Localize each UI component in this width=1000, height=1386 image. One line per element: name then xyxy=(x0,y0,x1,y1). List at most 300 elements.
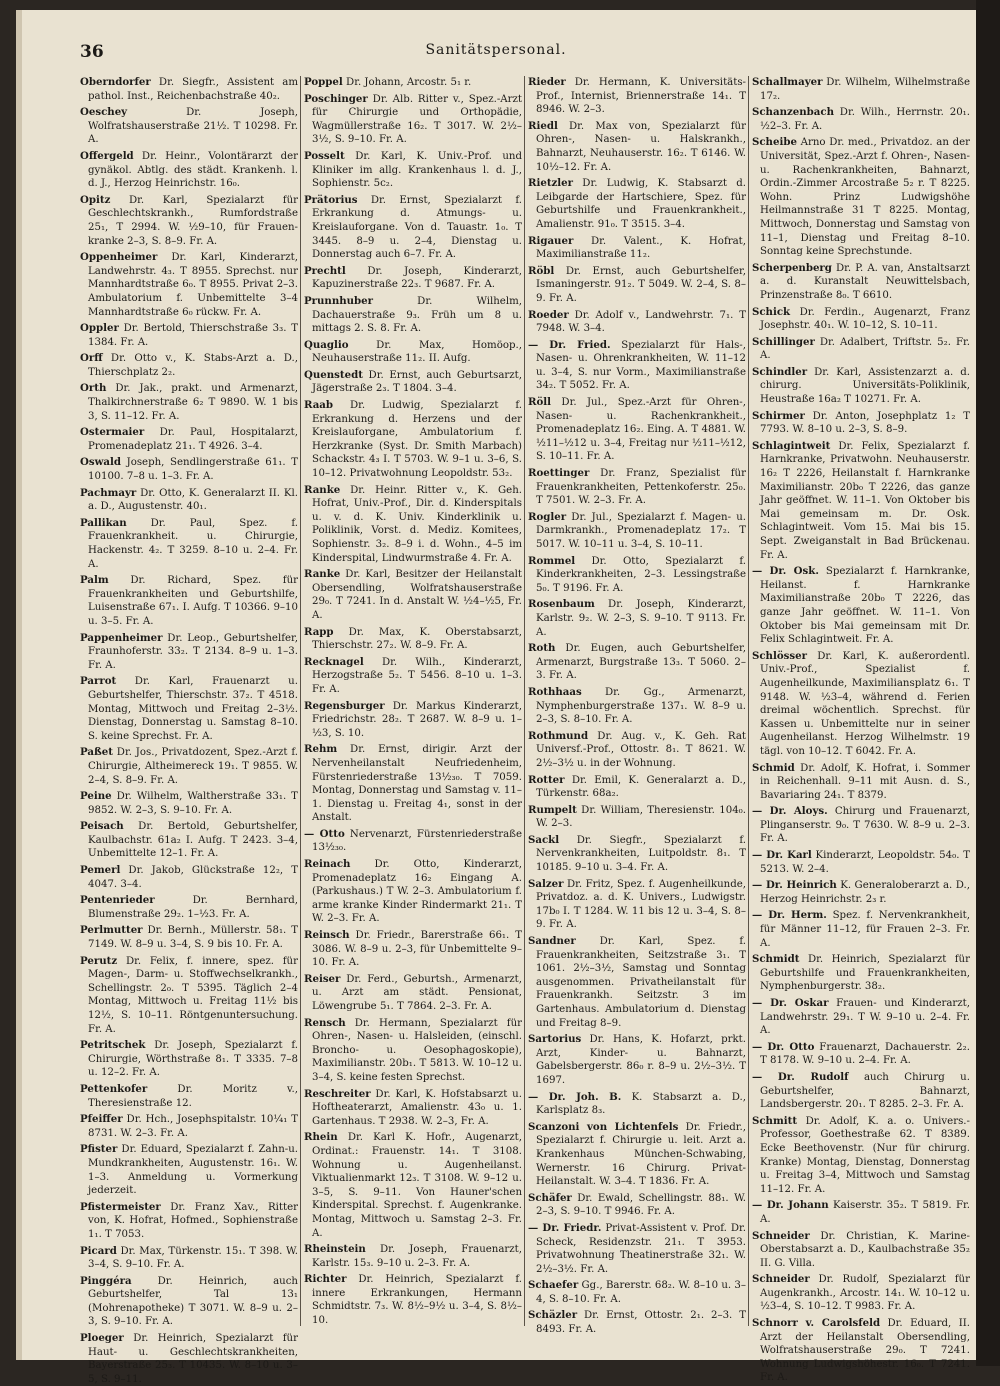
entry-name: Offergeld xyxy=(80,149,134,162)
entry-details: Dr. Karl, K. Univ.-Prof. und Kliniker im allg. Krankenhaus l. d. J., Sophienstr. 5c₂. xyxy=(312,150,522,190)
entry-name: Schlösser xyxy=(752,649,807,662)
directory-entry xyxy=(304,93,522,147)
directory-entry xyxy=(80,251,298,319)
entry-details: Dr. Aug. v., K. Geh. Rat Universf.-Prof., Ottostr. 8₁. T 8621. W. 2½–3½ u. in der Wohnung. xyxy=(536,730,746,769)
entry-name: Posselt xyxy=(304,149,345,162)
entry-details: Dr. Jul., Spez.-Arzt für Ohren-, Nasen- u. Rachenkrankheit., Promenadeplatz 16₂. Eing. A. T 4881. W. ½11–½12 u. 3–4, Freitag nur ½11–½12, S. 10–11. Fr. A. xyxy=(536,397,746,463)
entry-name: Quaglio xyxy=(304,338,349,351)
directory-column-3 xyxy=(528,76,746,1336)
directory-entry xyxy=(752,953,970,994)
entry-details: Privat-Assistent v. Prof. Dr. Scheck, Residenzstr. 21₁. T 3953. Privatwohnung Theatinerstraße 32₁. W. 2½–3½. Fr. A. xyxy=(536,1222,746,1275)
entry-name: Rensch xyxy=(304,1016,346,1029)
entry-name: — Dr. Otto xyxy=(752,1040,815,1053)
entry-name: Sartorius xyxy=(528,1033,582,1046)
entry-name: Ranke xyxy=(304,483,341,496)
directory-entry xyxy=(80,820,298,861)
directory-entry xyxy=(528,1222,746,1276)
directory-entry xyxy=(304,295,522,336)
entry-details: Dr. Joseph, Kinderarzt, Karlstr. 9₂. W. 2–3, S. 9–10. T 9113. Fr. A. xyxy=(536,599,746,638)
directory-entry xyxy=(80,1143,298,1197)
entry-name: Schäzler xyxy=(528,1309,578,1322)
entry-name: Oberndorfer xyxy=(80,76,151,88)
entry-details: Dr. Paul, Hospitalarzt, Promenadeplatz 21₁. T 4926. 3–4. xyxy=(88,427,298,452)
directory-entry xyxy=(304,484,522,566)
directory-entry xyxy=(80,352,298,379)
entry-details: Joseph, Sendlingerstraße 61₁. T 10100. 7–8 u. 1–3. Fr. A. xyxy=(88,457,299,483)
entry-name: Pallikan xyxy=(80,516,127,529)
entry-details: Kaiserstr. 35₂. T 5819. Fr. A. xyxy=(760,1200,970,1225)
entry-name: Schmidt xyxy=(752,953,800,966)
entry-name: Oeschey xyxy=(80,106,128,119)
directory-entry xyxy=(80,746,298,787)
entry-name: Pettenkofer xyxy=(80,1082,148,1095)
entry-details: Dr. Ferdin., Augenarzt, Franz Josephstr. 40₁. W. 10–12, S. 10–11. xyxy=(760,306,970,332)
directory-entry xyxy=(528,642,746,683)
entry-name: Pentenrieder xyxy=(80,894,155,907)
entry-name: Perlmutter xyxy=(80,924,143,937)
page-edge xyxy=(16,10,22,1360)
entry-details: Dr. Siegfr., Assistent am pathol. Inst., Reichenbachstraße 40₂. xyxy=(88,77,298,102)
directory-entry xyxy=(80,487,298,514)
entry-name: Schallmayer xyxy=(752,76,823,88)
directory-entry xyxy=(80,76,298,103)
column-divider xyxy=(748,76,749,1326)
entry-name: Rothhaas xyxy=(528,685,582,698)
entry-name: Rhein xyxy=(304,1131,338,1144)
entry-name: Reinach xyxy=(304,858,351,871)
entry-name: Schillinger xyxy=(752,335,815,348)
directory-entry xyxy=(304,1243,522,1270)
directory-column-2 xyxy=(304,76,522,1336)
entry-name: — Dr. Joh. B. xyxy=(528,1090,622,1103)
entry-details: Dr. Fritz, Spez. f. Augenheilkunde, Privatdoz. a. d. K. Univers., Ludwigstr. 17b₀ I. T 1284. W. 11 bis 12 u. 3–4, S. 8–9. Fr. A. xyxy=(536,878,746,931)
entry-details: Dr. Christian, K. Marine-Oberstabsarzt a. D., Kaulbachstraße 35₂ II. G. Villa. xyxy=(760,1230,970,1269)
entry-details: Arno Dr. med., Privatdoz. an der Universität, Spez.-Arzt f. Ohren-, Nasen- u. Rachenkrankheiten, Bahnarzt, Ordin.-Zimmer Arcostraße 5₂ r. T 8225. Wohn. Prinz Ludwigshöhe Heilmannstraße 31 T 8225. Montag, Mittwoch, Donnerstag und Samstag von 11–1, Dienstag und Freitag 8–10. Sonntag keine Sprechstunde. xyxy=(760,137,970,258)
entry-details: Dr. Heinr., Volontärarzt der gynäkol. Abtlg. des städt. Krankenh. l. d. J., Herzog Heinrichstr. 16₀. xyxy=(88,150,298,190)
entry-details: K. Stabsarzt a. D., Karlsplatz 8₃. xyxy=(536,1091,746,1117)
entry-name: Parrot xyxy=(80,675,117,688)
column-divider xyxy=(300,76,301,1326)
entry-name: Oppler xyxy=(80,322,119,335)
entry-details: Dr. Jak., prakt. und Armenarzt, Thalkirchnerstraße 6₂ T 9890. W. 1 bis 3, S. 11–12. Fr. A. xyxy=(88,383,298,422)
entry-name: Sandner xyxy=(528,935,576,948)
directory-entry xyxy=(752,366,970,407)
entry-details: Dr. Adolf v., Landwehrstr. 7₁. T 7948. W. 3–4. xyxy=(536,309,746,335)
entry-details: Nervenarzt, Fürstenriederstraße 13½₃₀. xyxy=(312,828,522,854)
directory-entry xyxy=(528,555,746,596)
directory-entry xyxy=(752,410,970,437)
scan-border xyxy=(976,0,1000,1366)
directory-entry xyxy=(304,973,522,1014)
entry-details: Dr. Hch., Josephspitalstr. 10¼₁ T 8731. W. 2–3. Fr. A. xyxy=(88,1114,298,1139)
entry-details: Dr. Eduard, Spezialarzt f. Zahn-u. Mundkrankheiten, Augustenstr. 16₁. W. 1–3. Anmeldung u. Vormerkung jederzeit. xyxy=(88,1144,298,1197)
directory-entry xyxy=(80,1275,298,1329)
entry-details: Dr. Heinrich, auch Geburtshelfer, Tal 13₁ (Mohrenapotheke) T 3071. W. 8–9 u. 2–3, S. 9–10. Fr. A. xyxy=(88,1275,298,1328)
directory-entry xyxy=(528,235,746,262)
entry-details: Dr. Siegfr., Spezialarzt f. Nervenkrankheiten, Luitpoldstr. 8₁. T 10185. 9–10 u. 3–4. Fr. A. xyxy=(536,834,746,874)
entry-details: Dr. Bertold, Geburtshelfer, Kaulbachstr. 61a₂ I. Aufg. T 2423. 3–4, Unbemittelte 12–1. Fr. A. xyxy=(88,821,298,860)
directory-entry xyxy=(752,879,970,906)
entry-details: Dr. Valent., K. Hofrat, Maximilianstraße 11₂. xyxy=(536,235,746,261)
entry-name: Ostermaier xyxy=(80,426,145,439)
entry-name: — Dr. Aloys. xyxy=(752,805,828,818)
entry-details: Dr. Alb. Ritter v., Spez.-Arzt für Chirurgie und Orthopädie, Wagmüllerstraße 16₂. T 3017. W. 2½–3½, S. 9–10. Fr. A. xyxy=(312,93,522,146)
entry-details: Dr. Bernh., Müllerstr. 58₁. T 7149. W. 8–9 u. 3–4, S. 9 bis 10. Fr. A. xyxy=(88,925,298,951)
entry-name: Quenstedt xyxy=(304,368,363,381)
directory-entry xyxy=(752,997,970,1038)
entry-details: Dr. Eugen, auch Geburtshelfer, Armenarzt, Burgstraße 13₃. T 5060. 2–3. Fr. A. xyxy=(536,643,746,682)
directory-entry xyxy=(80,1039,298,1080)
entry-details: Dr. Friedr., Barerstraße 66₁. T 3086. W. 8–9 u. 2–3, für Unbemittelte 9–10. Fr. A. xyxy=(312,930,522,969)
entry-details: Dr. Max von, Spezialarzt für Ohren-, Nasen- u. Halskrankh., Bahnarzt, Neuhauserstr. 16₂. T 6146. W. 10½–12. Fr. A. xyxy=(536,120,746,173)
directory-column-4 xyxy=(752,76,971,1384)
entry-name: Schmitt xyxy=(752,1114,798,1127)
directory-entry xyxy=(528,396,746,464)
directory-entry xyxy=(752,336,970,363)
entry-details: Dr. Joseph, Kinderarzt, Kapuzinerstraße 22₃. T 9687. Fr. A. xyxy=(312,265,522,291)
directory-entry xyxy=(528,120,746,174)
directory-entry xyxy=(528,511,746,552)
directory-entry xyxy=(528,177,746,231)
entry-details: Dr. Eduard, II. Arzt der Heilanstalt Obersendling, Wolfratshauserstraße 29₀. T 7241. Wohnung Ludwigshöhestr. 16₀. T 7241. Fr. A. xyxy=(760,1318,970,1384)
directory-entry xyxy=(752,1041,970,1068)
entry-details: Frauen- und Kinderarzt, Landwehrstr. 29₁. T W. 9–10 u. 2–4. Fr. A. xyxy=(760,998,970,1037)
entry-name: Rapp xyxy=(304,625,334,638)
entry-details: Kinderarzt, Leopoldstr. 54₀. T 5213. W. 2–4. xyxy=(760,850,970,875)
entry-name: — Dr. Johann xyxy=(752,1199,829,1212)
entry-details: Dr. Rudolf, Spezialarzt für Augenkrankh., Arcostr. 14₁. W. 10–12 u. ½3–4, S. 10–12. T 9983. Fr. A. xyxy=(760,1274,970,1313)
directory-entry xyxy=(80,1083,298,1110)
entry-details: Dr. Leop., Geburtshelfer, Fraunhoferstr. 33₂. T 2134. 8–9 u. 1–3. Fr. A. xyxy=(88,632,298,671)
entry-details: Dr. Karl, Besitzer der Heilanstalt Obersendling, Wolfratshauserstraße 29₀. T 7241. In d. Anstalt W. ½4–½5, Fr. A. xyxy=(312,569,522,621)
page-title: Sanitätspersonal. xyxy=(425,42,567,58)
directory-entry xyxy=(80,864,298,891)
directory-entry xyxy=(528,935,746,1030)
entry-details: Dr. Joseph, Frauenarzt, Karlstr. 15₃. 9–10 u. 2–3. Fr. A. xyxy=(312,1244,522,1269)
directory-entry xyxy=(752,306,970,333)
directory-entry xyxy=(80,894,298,921)
entry-name: Schnorr v. Carolsfeld xyxy=(752,1317,881,1330)
directory-entry xyxy=(80,1201,298,1242)
directory-entry xyxy=(80,955,298,1037)
entry-name: Pappenheimer xyxy=(80,631,163,644)
entry-name: Schirmer xyxy=(752,409,805,422)
entry-details: Dr. William, Theresienstr. 104₀. W. 2–3. xyxy=(536,804,746,830)
directory-entry xyxy=(528,467,746,508)
directory-entry xyxy=(752,565,970,647)
directory-entry xyxy=(80,675,298,743)
entry-details: Dr. Ewald, Schellingstr. 88₁. W. 2–3, S. 9–10. T 9946. Fr. A. xyxy=(536,1192,746,1218)
directory-entry xyxy=(304,1131,522,1240)
directory-entry xyxy=(528,834,746,875)
entry-name: Petritschek xyxy=(80,1039,146,1052)
entry-name: Sackl xyxy=(528,833,560,846)
entry-name: Prechtl xyxy=(304,264,346,277)
directory-entry xyxy=(304,929,522,970)
entry-details: Dr. Markus Kinderarzt, Friedrichstr. 28₂. T 2687. W. 8–9 u. 1–½3, S. 10. xyxy=(312,700,522,739)
directory-entry xyxy=(528,1121,746,1189)
directory-entry xyxy=(528,598,746,639)
directory-entry xyxy=(80,456,298,483)
entry-details: Dr. Jos., Privatdozent, Spez.-Arzt f. Chirurgie, Altheimereck 19₁. T 9855. W. 2–4, S. 8–9. Fr. A. xyxy=(88,747,298,786)
entry-details: Dr. Hans, K. Hofarzt, prkt. Arzt, Kinder- u. Bahnarzt, Gabelsbergerstr. 86₀ r. 8–9 u. 2½–3½. T 1697. xyxy=(536,1034,746,1086)
entry-details: Dr. Ernst, dirigir. Arzt der Nervenheilanstalt Neufriedenheim, Fürstenriederstraße 13½₃₀. T 7059. Montag, Donnerstag und Samstag v. 11–1. Dienstag u. Freitag 4₁, sonst in der Anstalt. xyxy=(312,744,522,824)
entry-name: Röbl xyxy=(528,264,555,277)
entry-details: Dr. Bertold, Thierschstraße 3₃. T 1384. Fr. A. xyxy=(88,323,298,348)
directory-entry xyxy=(80,924,298,951)
entry-name: Schäfer xyxy=(528,1191,572,1204)
entry-name: Reiser xyxy=(304,972,341,985)
entry-details: Dr. Ernst, auch Geburtsarzt, Jägerstraße 2₃. T 1804. 3–4. xyxy=(312,369,522,395)
entry-details: Dr. Franz, Spezialist für Frauenkrankheiten, Pettenkoferstr. 25₀. T 7501. W. 2–3. Fr. A. xyxy=(536,468,746,507)
directory-entry xyxy=(528,1279,746,1306)
entry-name: Schaefer xyxy=(528,1279,579,1292)
entry-details: Dr. Joseph, Wolfratshauserstraße 21½. T 10298. Fr. A. xyxy=(88,107,298,146)
entry-name: Reinsch xyxy=(304,929,350,942)
directory-entry xyxy=(528,1192,746,1219)
directory-entry xyxy=(528,774,746,801)
entry-details: Dr. Adalbert, Triftstr. 5₂. Fr. A. xyxy=(760,336,971,362)
entry-name: Rietzler xyxy=(528,177,574,190)
directory-entry xyxy=(528,309,746,336)
directory-entry xyxy=(80,426,298,453)
entry-name: Oppenheimer xyxy=(80,251,158,264)
entry-name: Rieder xyxy=(528,76,566,88)
directory-entry xyxy=(80,150,298,191)
directory-entry xyxy=(304,626,522,653)
entry-details: Frauenarzt, Dachauerstr. 2₂. T 8178. W. 9–10 u. 2–4. Fr. A. xyxy=(760,1041,970,1067)
entry-details: Dr. Adolf, K. Hofrat, i. Sommer in Reichenhall. 9–11 mit Ausn. d. S., Bavariaring 24₁. T 8379. xyxy=(760,762,970,801)
entry-details: Dr. Hermann, Spezialarzt für Ohren-, Nasen- u. Halsleiden, (einschl. Broncho- u. Oesophagoskopie), Maximilianstr. 20b₁. T 5813. W. 10–12 u. 3–4, S. keine festen Sprechst. xyxy=(312,1017,522,1083)
entry-name: Prunnhuber xyxy=(304,294,374,307)
entry-details: Dr. Karl, Spez. f. Frauenkrankheiten, Seitzstraße 3₁. T 1061. 2½–3½, Samstag und Sonntag ausgenommen. Privatheilanstalt für Frauenkrankh. Seitzstr. 3 im Gartenhaus. Ambulatorium d. Dienstag und Freitag 8–9. xyxy=(536,936,747,1029)
entry-name: Scheibe xyxy=(752,136,797,149)
entry-name: — Dr. Friedr. xyxy=(528,1221,602,1234)
entry-name: — Dr. Herm. xyxy=(752,909,827,922)
entry-details: Dr. Heinr. Ritter v., K. Geh. Hofrat, Univ.-Prof., Dir. d. Kinderspitals u. v. d. K. Univ. Kinderklinik u. Poliklinik, Vorst. d. Mediz. Komitees, Sophienstr. 3₂. 8–9 i. d. Wohn., 4–5 im Kinderspital, Lindwurmstraße 4. Fr. A. xyxy=(312,484,522,564)
entry-name: Rigauer xyxy=(528,234,574,247)
entry-details: Dr. Karl, K. außerordentl. Univ.-Prof., Spezialist f. Augenheilkunde, Maximiliansplatz 6₁. T 9148. W. ½3–4, während d. Ferien dreimal wöchentlich. Sprechst. für Kassen u. Unbemittelte nur in seiner Augenheilanst. Herzog Wilhelmstr. 19 tägl. von 10–12. T 6042. Fr. A. xyxy=(760,650,970,757)
directory-entry xyxy=(528,686,746,727)
directory-entry xyxy=(304,828,522,855)
entry-details: Dr. Karl K. Hofr., Augenarzt, Ordinat.: Frauenstr. 14₁. T 3108. Wohnung u. Augenheilanst. Viktualienmarkt 12₃. T 3108. W. 9–12 u. 3–5, S. 9–11. Von Hauner'schen Kinderspital. Sprechst. f. Augenkranke. Montag, Mittwoch u. Samstag 2–3. Fr. A. xyxy=(312,1132,522,1239)
directory-entry xyxy=(304,369,522,396)
entry-details: Dr. Ferd., Geburtsh., Armenarzt, u. Arzt am städt. Pensionat, Löwengrube 5₁. T 7864. 2–3. Fr. A. xyxy=(312,973,522,1012)
entry-name: — Dr. Rudolf xyxy=(752,1070,849,1083)
entry-details: Dr. Karl, Frauenarzt u. Geburtshelfer, Thierschstr. 37₂. T 4518. Montag, Mittwoch und Freitag 2–3½. Dienstag, Donnerstag u. Samstag 8–10. S. keine Sprechst. Fr. A. xyxy=(88,676,298,742)
entry-details: Dr. Karl, K. Hofstabsarzt u. Hoftheaterarzt, Amalienstr. 43₀ u. 1. Gartenhaus. T 2938. W. 2–3, Fr. A. xyxy=(312,1088,522,1127)
directory-entry xyxy=(80,382,298,423)
directory-entry xyxy=(304,1017,522,1085)
entry-details: Dr. Johann, Arcostr. 5₁ r. xyxy=(346,77,472,88)
entry-details: Dr. Felix, f. innere, spez. für Magen-, Darm- u. Stoffwechselkrankh., Schellingstr. 2₀. T 5395. Täglich 2–4 Montag, Mittwoch u. Freitag 11½ bis 12½, S. 10–11. Röntgenuntersuchung. Fr. A. xyxy=(88,955,298,1035)
entry-name: Pachmayr xyxy=(80,486,137,499)
entry-name: Scanzoni von Lichtenfels xyxy=(528,1120,679,1133)
directory-entry xyxy=(80,1113,298,1140)
directory-entry xyxy=(80,517,298,571)
entry-details: Dr. Bernhard, Blumenstraße 29₂. 1–½3. Fr. A. xyxy=(88,895,298,920)
directory-entry xyxy=(304,150,522,191)
entry-details: Dr. Heinrich, Spezialarzt f. innere Erkrankungen, Hermann Schmidtstr. 7₃. W. 8½–9½ u. 3–4, S. 8½–10. xyxy=(312,1274,522,1327)
entry-name: Pfeiffer xyxy=(80,1113,123,1126)
directory-entry xyxy=(304,1273,522,1327)
directory-entry xyxy=(752,1230,970,1271)
directory-entry xyxy=(528,1033,746,1087)
entry-name: Paßet xyxy=(80,746,113,759)
entry-name: Schneider xyxy=(752,1273,810,1286)
directory-entry xyxy=(528,878,746,932)
entry-details: Dr. Karl, Assistenzarzt a. d. chirurg. Universitäts-Poliklinik, Heustraße 16a₂ T 10271. Fr. A. xyxy=(760,366,970,406)
directory-entry xyxy=(304,656,522,697)
directory-entry xyxy=(528,1309,746,1336)
entry-details: Dr. Wilhelm, Waltherstraße 33₁. T 9852. W. 2–3, S. 9–10. Fr. A. xyxy=(88,791,298,816)
directory-entry xyxy=(752,262,970,303)
entry-details: Spezialarzt für Hals-, Nasen- u. Ohrenkrankheiten, W. 11–12 u. 3–4, S. nur Vorm., Maximilianstraße 34₂. T 5052. Fr. A. xyxy=(536,339,746,392)
directory-entry xyxy=(80,1332,298,1386)
directory-entry xyxy=(752,106,970,133)
entry-details: Dr. Anton, Josephplatz 1₂ T 7793. W. 8–10 u. 2–3, S. 8–9. xyxy=(760,410,970,436)
entry-details: Dr. Moritz v., Theresienstraße 12. xyxy=(88,1083,298,1109)
directory-entry xyxy=(752,1317,970,1385)
directory-entry xyxy=(304,194,522,262)
entry-details: Dr. Max, Türkenstr. 15₁. T 398. W. 3–4, S. 9–10. Fr. A. xyxy=(88,1245,298,1271)
entry-details: Gg., Barerstr. 68₂. W. 8–10 u. 3–4, S. 8–10. Fr. A. xyxy=(536,1280,746,1305)
entry-details: Dr. Gg., Armenarzt, Nymphenburgerstraße 137₁. W. 8–9 u. 2–3, S. 8–10. Fr. A. xyxy=(536,686,746,726)
entry-details: Spezialarzt f. Harnkranke, Heilanst. f. Harnkranke Maximilianstraße 20b₀ T 2226, das ganze Jahr geöffnet. W. 11–1. Von Oktober bis Mai gemeinsam mit Dr. Felix Schlagintweit. Fr. A. xyxy=(760,566,970,646)
entry-name: Schmid xyxy=(752,761,795,774)
entry-name: Roeder xyxy=(528,308,569,321)
page-header xyxy=(16,42,976,66)
directory-entry xyxy=(752,1199,970,1226)
directory-entry xyxy=(80,106,298,147)
entry-details: Dr. Max, Homöop., Neuhauserstraße 11₂. II. Aufg. xyxy=(312,339,522,365)
entry-name: Roth xyxy=(528,642,556,655)
entry-name: Poppel xyxy=(304,76,343,88)
entry-name: Rumpelt xyxy=(528,803,577,816)
entry-name: Orff xyxy=(80,352,103,365)
book-page xyxy=(16,10,976,1385)
directory-entry xyxy=(752,849,970,876)
entry-details: Dr. Ernst, Spezialarzt f. Erkrankung d. Atmungs- u. Kreislauforgane. Von d. Tauastr. 1₀. T 3445. 8–9 u. 2–4, Dienstag u. Donnerstag auch 6–7. Fr. A. xyxy=(312,194,522,261)
directory-column-1 xyxy=(80,76,299,1385)
entry-name: — Otto xyxy=(304,827,345,840)
entry-details: Dr. Wilhelm, Wilhelmstraße 17₂. xyxy=(760,77,970,102)
entry-details: Dr. Franz Xav., Ritter von, K. Hofrat, Hofmed., Sophienstraße 1₁. T 7053. xyxy=(88,1201,298,1240)
column-divider xyxy=(524,76,525,1326)
entry-name: Ranke xyxy=(304,568,341,581)
entry-name: Oswald xyxy=(80,456,121,469)
entry-details: Spez. f. Nervenkrankheit, für Männer 11–12, für Frauen 2–3. Fr. A. xyxy=(760,910,970,949)
entry-name: Raab xyxy=(304,399,334,412)
entry-details: Chirurg und Frauenarzt, Plinganserstr. 9₀. T 7630. W. 8–9 u. 2–3. Fr. A. xyxy=(760,806,970,845)
entry-name: Rogler xyxy=(528,510,567,523)
entry-details: Dr. Jakob, Glückstraße 12₂, T 4047. 3–4. xyxy=(88,865,298,890)
directory-entry xyxy=(80,632,298,673)
entry-name: — Dr. Karl xyxy=(752,849,812,862)
directory-entry xyxy=(304,1088,522,1129)
directory-entry xyxy=(752,1273,970,1314)
entry-name: Recknagel xyxy=(304,655,364,668)
entry-name: Rothmund xyxy=(528,729,589,742)
entry-name: Rheinstein xyxy=(304,1243,366,1256)
directory-entry xyxy=(752,76,970,103)
entry-details: Dr. Ludwig, Spezialarzt f. Erkrankung d. Herzens und der Kreislauforgane, Ambulatorium f. Herzkranke (Syst. Dr. Smith Marbach) Schackstr. 4₃ I. T 5703. W. 9–1 u. 3–6, S. 10–12. Privatwohnung Leopoldstr. 53₂. xyxy=(312,400,522,480)
directory-entry xyxy=(752,909,970,950)
entry-details: Dr. Joseph, Spezialarzt f. Chirurgie, Wörthstraße 8₁. T 3335. 7–8 u. 12–2. Fr. A. xyxy=(88,1040,298,1079)
directory-entry xyxy=(528,804,746,831)
entry-name: Peisach xyxy=(80,820,124,833)
directory-entry xyxy=(752,1071,970,1112)
entry-name: Schick xyxy=(752,305,791,318)
directory-entry xyxy=(304,743,522,825)
entry-details: Dr. Otto, Kinderarzt, Promenadeplatz 16₂ Eingang A. (Parkushaus.) T W. 2–3. Ambulatorium f. arme kranke Kinder Rindermarkt 21₁. T W. 2–3. Fr. A. xyxy=(312,859,522,925)
entry-details: Dr. Emil, K. Generalarzt a. D., Türkenstr. 68a₂. xyxy=(536,774,746,800)
directory-entry xyxy=(528,1091,746,1118)
directory-entry xyxy=(528,265,746,306)
directory-entry xyxy=(752,762,970,803)
entry-name: — Dr. Osk. xyxy=(752,565,819,578)
entry-details: Dr. Hermann, K. Universitäts-Prof., Internist, Briennerstraße 14₁. T 8946. W. 2–3. xyxy=(536,77,746,116)
directory-entry xyxy=(528,76,746,117)
entry-details: Dr. Heinrich, Spezialarzt für Haut- u. Geschlechtskrankheiten, Bayerstraße 25₃. T 10435. W. 8–10 u. 3–5, S. 9–11. xyxy=(88,1333,298,1385)
entry-details: Dr. Adolf, K. a. o. Univers.-Professor, Goethestraße 62. T 8389. Ecke Beethovenstr. (Nur für chirurg. Kranke) Montag, Dienstag, Donnerstag u. Freitag 3–4, Mittwoch und Samstag 11–12. Fr. A. xyxy=(760,1115,970,1195)
entry-name: Rotter xyxy=(528,773,565,786)
entry-details: K. Generaloberarzt a. D., Herzog Heinrichstr. 2₃ r. xyxy=(760,880,970,905)
directory-entry xyxy=(80,574,298,628)
directory-entry xyxy=(80,194,298,248)
entry-name: Salzer xyxy=(528,877,564,890)
directory-entry xyxy=(752,440,970,562)
directory-entry xyxy=(80,790,298,817)
entry-name: Pinggéra xyxy=(80,1274,132,1287)
entry-name: Peine xyxy=(80,790,112,803)
entry-name: Opitz xyxy=(80,193,111,206)
entry-name: Prätorius xyxy=(304,193,358,206)
directory-entry xyxy=(304,76,522,90)
entry-details: Dr. Jul., Spezialarzt f. Magen- u. Darmkrankh., Promenadeplatz 17₂. T 5017. W. 10–11 u. 3–4, S. 10–11. xyxy=(536,511,746,550)
entry-details: Dr. Ernst, auch Geburtshelfer, Ismaningerstr. 91₂. T 5049. W. 2–4, S. 8–9. Fr. A. xyxy=(536,265,746,304)
directory-entry xyxy=(752,650,970,759)
directory-entry xyxy=(528,730,746,771)
directory-entry xyxy=(528,339,746,393)
entry-details: Dr. Karl, Spezialarzt für Geschlechtskrankh., Rumfordstraße 25₁, T 2994. W. ½9–10, für Frauen-kranke 2–3, S. 8–9. Fr. A. xyxy=(88,194,298,247)
entry-name: — Dr. Oskar xyxy=(752,997,829,1009)
directory-entry xyxy=(752,136,970,258)
entry-name: Pemerl xyxy=(80,864,121,877)
entry-name: Ploeger xyxy=(80,1332,124,1345)
entry-name: Pfistermeister xyxy=(80,1200,161,1213)
directory-entry xyxy=(304,858,522,926)
entry-name: Perutz xyxy=(80,954,118,967)
entry-details: Dr. Paul, Spez. f. Frauenkrankheit. u. Chirurgie, Hackenstr. 4₂. T 3259. 8–10 u. 2–4. Fr. A. xyxy=(88,517,298,570)
entry-name: Schindler xyxy=(752,365,808,378)
entry-details: Dr. Wilhelm, Dachauerstraße 9₃. Früh um 8 u. mittags 2. S. 8. Fr. A. xyxy=(312,295,522,335)
entry-name: Regensburger xyxy=(304,699,385,712)
directory-entry xyxy=(752,1115,970,1197)
entry-name: Reschreiter xyxy=(304,1087,371,1100)
directory-entry xyxy=(304,339,522,366)
entry-name: Rommel xyxy=(528,554,576,567)
directory-entry xyxy=(304,399,522,481)
entry-details: Dr. Friedr., Spezialarzt f. Chirurgie u. leit. Arzt a. Krankenhaus München-Schwabing, Wernerstr. 16 Chirurg. Privat-Heilanstalt. W. 3–4. T 1836. Fr. A. xyxy=(536,1121,746,1188)
entry-name: Riedl xyxy=(528,119,558,132)
entry-name: Röll xyxy=(528,396,552,409)
directory-entry xyxy=(80,322,298,349)
entry-details: Dr. Otto, K. Generalarzt II. Kl. a. D., Augustenstr. 40₁. xyxy=(88,487,298,513)
entry-name: Scherpenberg xyxy=(752,261,832,274)
entry-name: Schneider xyxy=(752,1229,810,1242)
entry-name: Roettinger xyxy=(528,467,590,480)
